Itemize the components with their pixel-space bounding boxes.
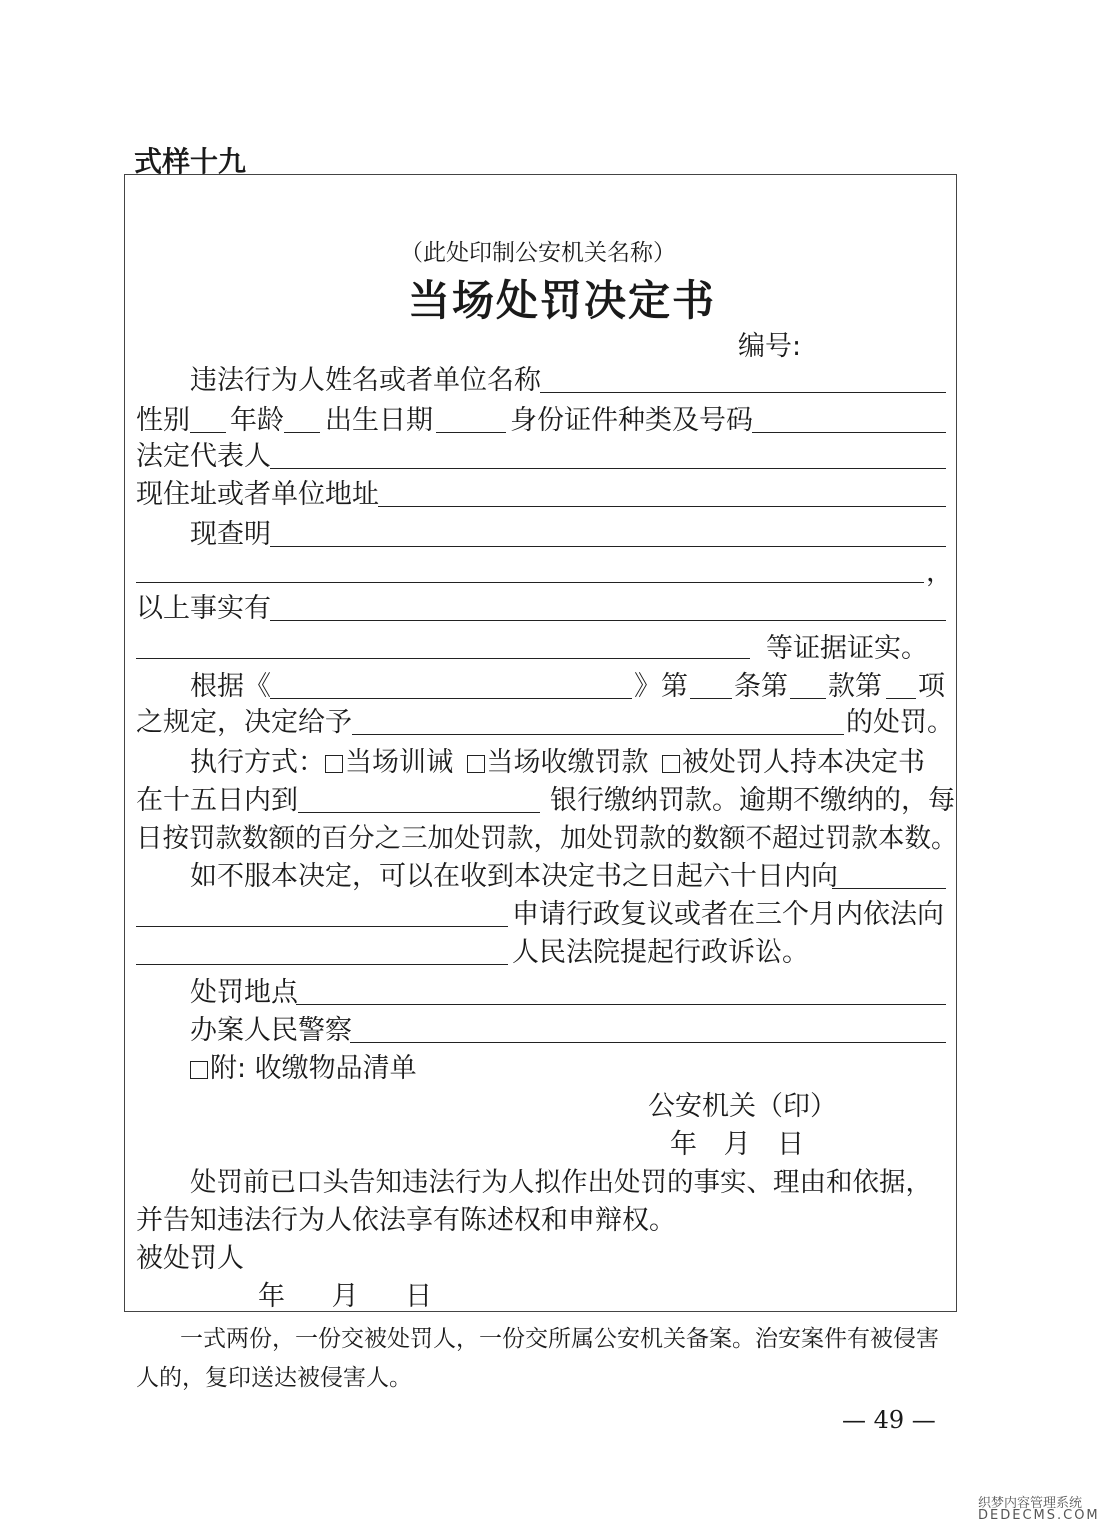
evidence-suffix: 等证据证实。 (766, 633, 928, 664)
attachment-checkbox[interactable] (190, 1061, 208, 1079)
gender-field[interactable] (190, 432, 226, 433)
birth-date-field[interactable] (436, 432, 506, 433)
appeal-text-line2: 申请行政复议或者在三个月内依法向 (512, 899, 944, 930)
bank-prefix: 在十五日内到 (136, 785, 298, 816)
id-document-field[interactable] (752, 432, 946, 433)
article-field[interactable] (690, 698, 732, 699)
watermark-cn: 织梦内容管理系统 (978, 1496, 1083, 1511)
address-field[interactable] (378, 506, 946, 507)
appeal-text-line1: 如不服本决定，可以在收到本决定书之日起六十日内向 (190, 861, 838, 892)
document-number-label: 编号: (738, 331, 802, 362)
bank-name-field[interactable] (298, 812, 540, 813)
watermark-en: DEDECMS.COM (978, 1508, 1100, 1523)
basis-mid: 》第 (634, 671, 688, 702)
penalty-field[interactable] (352, 734, 844, 735)
age-label: 年龄 (230, 405, 284, 436)
footnote-line2: 人的，复印送达被侵害人。 (136, 1365, 412, 1391)
notice-line1: 处罚前已口头告知违法行为人拟作出处罚的事实、理由和依据， (190, 1167, 932, 1198)
form-frame (124, 174, 957, 1312)
decision-prefix: 之规定，决定给予 (136, 707, 352, 738)
offender-name-label: 违法行为人姓名或者单位名称 (190, 365, 541, 396)
gender-label: 性别 (136, 405, 190, 436)
basis-prefix: 根据《 (190, 671, 271, 702)
id-document-label: 身份证件种类及号码 (510, 405, 753, 436)
found-label: 现查明 (190, 519, 271, 550)
legal-representative-label: 法定代表人 (136, 441, 271, 472)
officer-field[interactable] (350, 1042, 946, 1043)
decision-date: 年 月 日 (670, 1129, 805, 1160)
appeal-text-line3: 人民法院提起行政诉讼。 (512, 937, 809, 968)
evidence-field-line2[interactable] (136, 658, 750, 659)
evidence-field-line1[interactable] (270, 620, 946, 621)
clause-field[interactable] (790, 698, 826, 699)
page-number: — 49 — (842, 1406, 936, 1434)
decision-suffix: 的处罚。 (846, 707, 954, 738)
clause-label: 款第 (828, 671, 882, 702)
option-bank-payment-checkbox[interactable] (662, 755, 680, 773)
document-title: 当场处罚决定书 (408, 276, 717, 325)
court-field[interactable] (136, 964, 508, 965)
option-bank-payment-label: 被处罚人持本决定书 (682, 747, 925, 778)
officer-label: 办案人民警察 (190, 1015, 352, 1046)
offender-name-field[interactable] (540, 392, 946, 393)
attachment-row (190, 1052, 417, 1086)
item-field[interactable] (886, 698, 916, 699)
address-label: 现住址或者单位地址 (136, 479, 379, 510)
comma: ， (926, 557, 953, 588)
police-seal: 公安机关（印） (648, 1091, 837, 1122)
footnote-line1: 一式两份，一份交被处罚人，一份交所属公安机关备案。治安案件有被侵害 (180, 1326, 939, 1352)
birth-date-label: 出生日期 (325, 405, 433, 436)
option-collect-fine-checkbox[interactable] (467, 755, 485, 773)
review-agency-field-a[interactable] (832, 888, 946, 889)
penalty-place-field[interactable] (296, 1004, 946, 1005)
age-field[interactable] (284, 432, 320, 433)
law-name-field[interactable] (270, 698, 632, 699)
legal-representative-field[interactable] (270, 468, 946, 469)
penalized-date: 年 月 日 (258, 1281, 433, 1312)
item-label: 项 (918, 671, 945, 702)
bank-suffix: 银行缴纳罚款。逾期不缴纳的，每 (550, 785, 955, 816)
execution-method-row (190, 746, 925, 780)
sample-label: 式样十九 (134, 145, 247, 178)
facts-label: 以上事实有 (136, 593, 271, 624)
found-field-line2[interactable] (136, 582, 924, 583)
option-collect-fine-label: 当场收缴罚款 (486, 747, 649, 778)
found-field-line1[interactable] (270, 546, 946, 547)
notice-line2: 并告知违法行为人依法享有陈述权和申辩权。 (136, 1205, 676, 1236)
execution-method-label: 执行方式： (190, 747, 325, 778)
option-reprimand-checkbox[interactable] (325, 755, 343, 773)
option-reprimand-label: 当场训诫 (345, 747, 453, 778)
attachment-label: 附: 收缴物品清单 (210, 1053, 417, 1084)
authority-name-note: （此处印制公安机关名称） (400, 240, 676, 266)
penalty-place-label: 处罚地点 (190, 977, 298, 1008)
review-agency-field-b[interactable] (136, 926, 508, 927)
penalized-person-label: 被处罚人 (136, 1243, 244, 1274)
late-fee-text: 日按罚款数额的百分之三加处罚款，加处罚款的数额不超过罚款本数。 (136, 823, 958, 854)
article-label: 条第 (734, 671, 788, 702)
